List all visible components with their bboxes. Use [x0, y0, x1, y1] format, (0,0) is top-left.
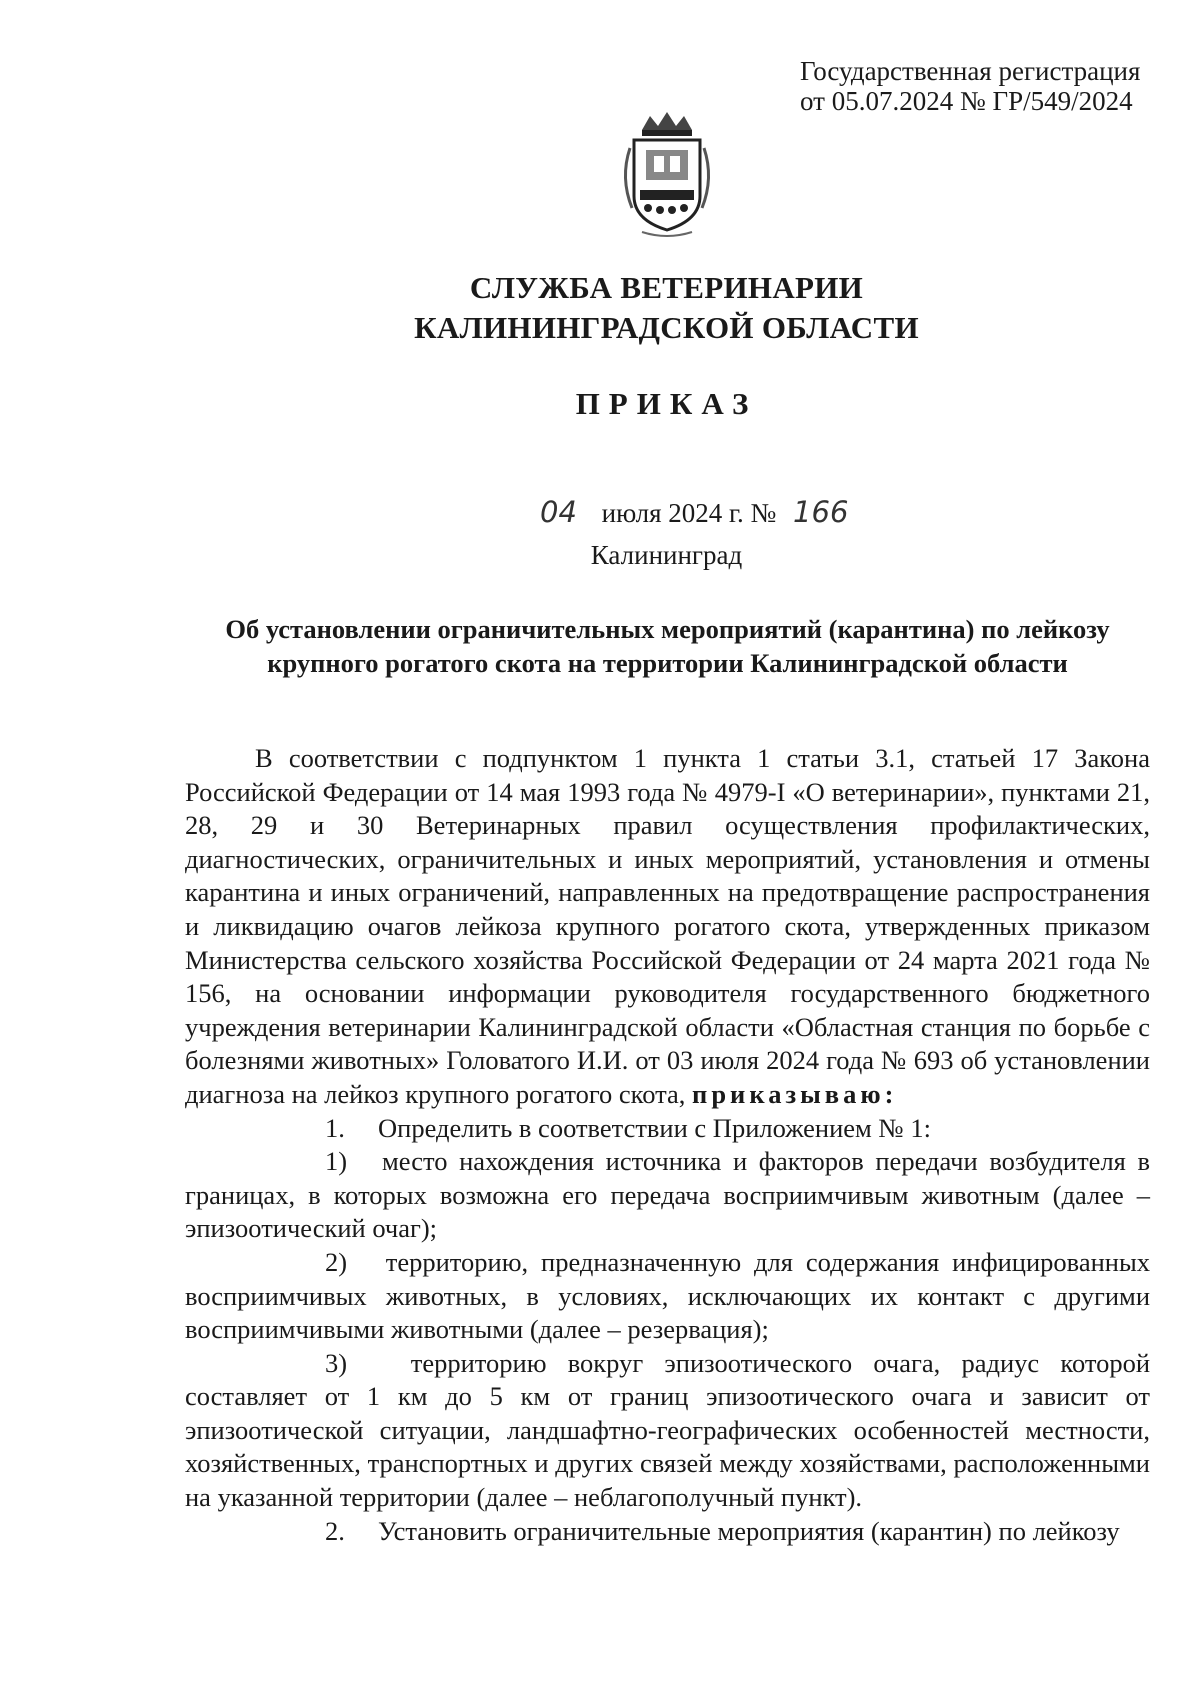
subject-line2: крупного рогатого скота на территории Калининградской области [267, 648, 1068, 678]
handwritten-order-number: 166 [793, 495, 849, 529]
date-printed: июля 2024 г. № [601, 498, 777, 528]
subject-line1: Об установлении ограничительных мероприятий (карантина) по лейкозу [225, 614, 1110, 644]
document-subject [185, 612, 1150, 680]
organization-name-line1: СЛУЖБА ВЕТЕРИНАРИИ [469, 270, 864, 305]
handwritten-day: 04 [540, 495, 577, 529]
subitem-3-number: 3) [325, 1347, 348, 1378]
preamble-paragraph [185, 742, 1150, 1112]
subitem-2-text: территорию, предназначенную для содержания инфицированных восприимчивых животных, в условиях, исключающих их контакт с другими восприимчивыми животными (далее – резервация); [185, 1246, 1151, 1345]
subitem-2-number: 2) [325, 1246, 348, 1277]
subitem-1-number: 1) [325, 1146, 348, 1177]
subitem-3 [185, 1347, 1150, 1515]
organization-name-line2: КАЛИНИНГРАДСКОЙ ОБЛАСТИ [414, 310, 919, 345]
subitem-3-text: территорию вокруг эпизоотического очага, радиус которой составляет от 1 км до 5 км от границ эпизоотического очага и зависит от эпизоотической ситуации, ландшафтно-географических особенностей местности, хозяйственных, транспортных и других связей между хозяйствами, расположенными на указанной территории (далее – неблагополучный пункт). [185, 1347, 1151, 1513]
subitem-1-text: место нахождения источника и факторов передачи возбудителя в границах, в которых возможна его передача восприимчивым животным (далее – эпизоотический очаг); [185, 1146, 1151, 1244]
registration-line2: от 05.07.2024 № ГР/549/2024 [800, 86, 1133, 116]
date-line [540, 495, 848, 529]
document-type-title: ПРИКАЗ [575, 386, 758, 421]
item-1-number: 1. [325, 1112, 345, 1143]
item-2-text: Установить ограничительные мероприятия (карантин) по лейкозу [378, 1515, 1120, 1546]
subitem-2 [185, 1246, 1150, 1347]
city: Калининград [590, 540, 743, 570]
item-2 [185, 1515, 1150, 1549]
item-1-text: Определить в соответствии с Приложением № 1: [378, 1112, 931, 1143]
document-body [185, 742, 1150, 1548]
registration-stamp [800, 56, 1180, 116]
coat-of-arms-icon [612, 108, 722, 238]
item-1 [185, 1112, 1150, 1146]
item-2-number: 2. [325, 1515, 345, 1546]
order-word: приказываю: [692, 1078, 898, 1109]
preamble-text: В соответствии с подпунктом 1 пункта 1 статьи 3.1, статьей 17 Закона Российской Федерации от 14 мая 1993 года № 4979-I «О ветеринарии», пунктами 21, 28, 29 и 30 Ветеринарных правил осуществления профилактических, диагностических, ограничительных и иных мероприятий, установления и отмены карантина и иных ограничений, направленных на предотвращение распространения и ликвидацию очагов лейкоза крупного рогатого скота, утвержденных приказом Министерства сельского хозяйства Российской Федерации от 24 марта 2021 года № 156, на основании информации руководителя государственного бюджетного учреждения ветеринарии Калининградской области «Областная станция по борьбе с болезнями животных» Головатого И.И. от 03 июля 2024 года № 693 об установлении диагноза на лейкоз крупного рогатого скота, [185, 743, 1150, 1109]
registration-line1: Государственная регистрация [800, 56, 1141, 86]
subitem-1 [185, 1145, 1150, 1246]
